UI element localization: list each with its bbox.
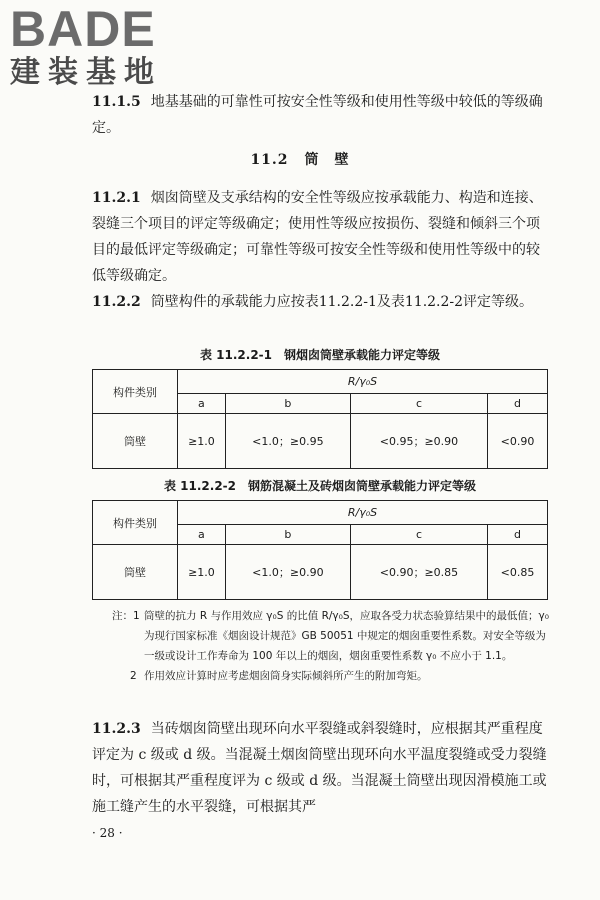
section-title: 筒 壁	[304, 152, 350, 168]
table2-col-header: 构件类别	[93, 501, 178, 545]
table1-col-header: 构件类别	[93, 370, 178, 414]
clause-text: 地基基础的可靠性可按安全性等级和使用性等级中较低的等级确定。	[92, 94, 543, 136]
note-2	[112, 666, 552, 686]
clause-number: 11.2.2	[92, 294, 141, 310]
table2-grade: b	[225, 525, 350, 545]
table2-grade: d	[488, 525, 548, 545]
note-text: 作用效应计算时应考虑烟囱筒身实际倾斜所产生的附加弯矩。	[144, 670, 428, 682]
section-heading	[0, 149, 600, 169]
logo-brand: BADE	[10, 1, 156, 57]
table2-caption: 表 11.2.2-2 钢筋混凝土及砖烟囱筒壁承载能力评定等级	[163, 479, 477, 493]
clause-11-2-1	[92, 185, 548, 289]
table1-grade: a	[178, 394, 226, 414]
section-number: 11.2	[250, 152, 289, 168]
table2-cell: <0.85	[488, 545, 548, 600]
table2-grade: a	[178, 525, 226, 545]
table1-grade: d	[488, 394, 548, 414]
table2-cell: ≥1.0	[178, 545, 226, 600]
logo-subtitle: 建装基地	[10, 55, 162, 90]
clause-number: 11.2.3	[92, 721, 141, 737]
clause-text: 当砖烟囱筒壁出现环向水平裂缝或斜裂缝时，应根据其严重程度评定为 c 级或 d 级。当混凝土烟囱筒壁出现环向水平温度裂缝或受力裂缝时，可根据其严重程度评为 c 级或 d 级。当混凝土筒壁出现因滑模施工或施工缝产生的水平裂缝，可根据其严	[92, 721, 547, 815]
clause-11-1-5	[92, 89, 548, 141]
clause-11-2-3	[92, 716, 548, 820]
page-number: · 28 ·	[92, 826, 123, 840]
table2-ratio-header: R/γ₀S	[178, 501, 548, 525]
clause-number: 11.1.5	[92, 94, 141, 110]
table1-cell: <0.90	[488, 414, 548, 469]
clause-text: 烟囱筒壁及支承结构的安全性等级应按承载能力、构造和连接、裂缝三个项目的评定等级确定；使用性等级应按损伤、裂缝和倾斜三个项目的最低评定等级确定；可靠性等级可按安全性等级和使用性等级中的较低等级确定。	[92, 190, 543, 284]
table1-caption: 表 11.2.2-1 钢烟囱筒壁承载能力评定等级	[199, 348, 441, 362]
table1-ratio-header: R/γ₀S	[178, 370, 548, 394]
clause-number: 11.2.1	[92, 190, 141, 206]
table1-cell: <0.95；≥0.90	[350, 414, 487, 469]
table1-grade: c	[350, 394, 487, 414]
note-text: 筒壁的抗力 R 与作用效应 γ₀S 的比值 R/γ₀S，应取各受力状态验算结果中的最低值；γ₀为现行国家标准《烟囱设计规范》GB 50051 中规定的烟囱重要性系数。对安全等级为一级或设计工作寿命为 100 年以上的烟囱，烟囱重要性系数 γ₀ 不应小于 1.1。	[144, 610, 549, 662]
table1-grade: b	[225, 394, 350, 414]
table1-cell: <1.0；≥0.95	[225, 414, 350, 469]
note-1	[112, 606, 552, 666]
table-notes	[112, 606, 552, 686]
note-label: 注：1	[112, 610, 140, 622]
clause-11-2-2	[92, 289, 548, 315]
table2-grade: c	[350, 525, 487, 545]
logo	[10, 1, 162, 90]
table2-row-label: 筒壁	[93, 545, 178, 600]
table1-cell: ≥1.0	[178, 414, 226, 469]
clause-text: 筒壁构件的承载能力应按表11.2.2-1及表11.2.2-2评定等级。	[150, 294, 534, 310]
table2	[92, 500, 548, 600]
table1-row-label: 筒壁	[93, 414, 178, 469]
table1	[92, 369, 548, 469]
note-label: 2	[130, 670, 137, 682]
table2-cell: <1.0；≥0.90	[225, 545, 350, 600]
table2-cell: <0.90；≥0.85	[350, 545, 487, 600]
